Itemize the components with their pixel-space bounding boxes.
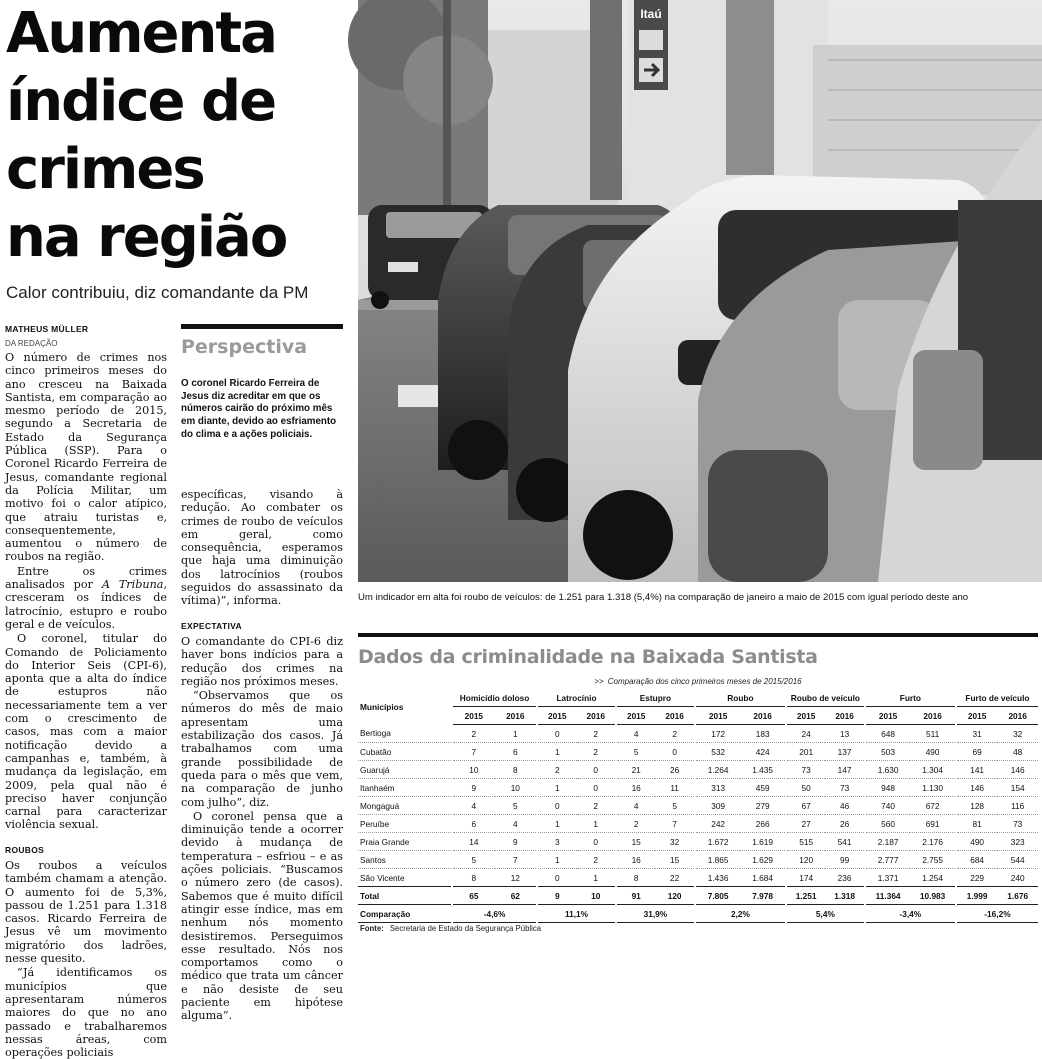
table-cell: 648	[866, 725, 911, 743]
table-cell: 201	[787, 743, 825, 761]
table-cell: 5	[617, 743, 655, 761]
table-cell: 0	[577, 833, 615, 851]
table-cell: 2.187	[866, 833, 911, 851]
table-cell: 279	[740, 797, 785, 815]
table-cell: 154	[997, 779, 1038, 797]
table-cell: 6	[495, 743, 536, 761]
table-cell: 4	[495, 815, 536, 833]
table-cell: 1.435	[740, 761, 785, 779]
table-cell: 0	[577, 761, 615, 779]
article-column-1	[5, 351, 168, 1059]
subtitle-symbol: >>	[594, 677, 604, 686]
table-cell: 459	[740, 779, 785, 797]
year-header: 2016	[740, 707, 785, 725]
paragraph: O coronel pensa que a diminuição tende a ocorrer devido à mudança de temperatura – esfriou – e as ações policiais. “Buscamos o número zero (de casos). Sabemos que é muito difícil atingir esse índice, mas em nenhum nós momento desistiremos. Perseguimos esse resultado. Nós nos comportamos como o médico que trata um câncer e não desiste de seu paciente em hipótese alguma”.	[181, 809, 343, 1023]
year-header: 2016	[825, 707, 863, 725]
table-cell: 242	[696, 815, 741, 833]
comparison-cell: -4,6%	[453, 905, 536, 923]
municipios-header: Municípios	[360, 702, 404, 713]
table-cell: 2	[577, 797, 615, 815]
table-cell: 1.371	[866, 869, 911, 887]
municipality-name: Guarujá	[358, 761, 451, 779]
table-row	[358, 779, 1038, 797]
table-cell: 11.364	[866, 887, 911, 905]
table-cell: 0	[538, 725, 576, 743]
table-cell: 1.629	[740, 851, 785, 869]
table-cell: 22	[655, 869, 693, 887]
photo-caption: Um indicador em alta foi roubo de veículos: de 1.251 para 1.318 (5,4%) na comparação de janeiro a maio de 2015 com igual período deste ano	[358, 592, 969, 603]
table-cell: 99	[825, 851, 863, 869]
table-cell: 1.254	[910, 869, 955, 887]
table-cell: 16	[617, 779, 655, 797]
table-cell: 120	[787, 851, 825, 869]
table-cell: 0	[655, 743, 693, 761]
table-cell: 0	[538, 869, 576, 887]
table-cell: 146	[957, 779, 997, 797]
table-cell: 62	[495, 887, 536, 905]
table-cell: 2.755	[910, 851, 955, 869]
comparison-cell: 31,9%	[617, 905, 694, 923]
table-cell: 490	[957, 833, 997, 851]
table-cell: 81	[957, 815, 997, 833]
table-cell: 1	[495, 725, 536, 743]
table-cell: 10	[495, 779, 536, 797]
table-cell: 1.684	[740, 869, 785, 887]
table-cell: 15	[617, 833, 655, 851]
table-cell: 65	[453, 887, 494, 905]
table-cell: 8	[495, 761, 536, 779]
municipality-name: Total	[358, 887, 451, 905]
municipality-name: Praia Grande	[358, 833, 451, 851]
table-cell: 2	[577, 851, 615, 869]
table-cell: 7.805	[696, 887, 741, 905]
department-label: DA REDAÇÃO	[5, 339, 58, 348]
table-cell: 5	[453, 851, 494, 869]
table-cell: 2	[453, 725, 494, 743]
table-source	[360, 924, 541, 933]
paragraph: O número de crimes nos cinco primeiros meses do ano cresceu na Baixada Santista, em comparação ao mesmo período de 2015, segundo a Secretaria de Estado da Segurança Pública (SSP). Para o Coronel Ricardo Ferreira de Jesus, comandante regional da Polícia Militar, um motivo foi o calor atípico, que atraiu turistas e, consequentemente, aumentou o número de roubos na região.	[5, 351, 167, 564]
table-cell: 1.999	[957, 887, 997, 905]
table-cell: 120	[655, 887, 693, 905]
newspaper-name: A Tribuna	[101, 578, 164, 592]
table-cell: 73	[997, 815, 1038, 833]
source-text: Secretaria de Estado da Segurança Pública	[389, 924, 542, 933]
table-cell: 2	[538, 761, 576, 779]
year-header: 2015	[787, 707, 825, 725]
year-header: 2015	[538, 707, 576, 725]
table-cell: 691	[910, 815, 955, 833]
table-cell: 73	[787, 761, 825, 779]
municipality-name: Cubatão	[358, 743, 451, 761]
table-cell: 7	[495, 851, 536, 869]
table-cell: 0	[538, 797, 576, 815]
table-cell: 1.672	[696, 833, 741, 851]
table-cell: 541	[825, 833, 863, 851]
table-cell: 141	[957, 761, 997, 779]
table-row	[358, 869, 1038, 887]
table-cell: 1.676	[997, 887, 1038, 905]
table-cell: 46	[825, 797, 863, 815]
year-header: 2015	[453, 707, 494, 725]
table-cell: 7	[453, 743, 494, 761]
group-header: Roubo	[696, 690, 785, 707]
table-cell: 2	[617, 815, 655, 833]
table-cell: 91	[617, 887, 655, 905]
perspectiva-title: Perspectiva	[181, 336, 308, 358]
table-cell: 3	[538, 833, 576, 851]
table-cell: 532	[696, 743, 741, 761]
table-cell: 309	[696, 797, 741, 815]
table-cell: 10	[453, 761, 494, 779]
table-row	[358, 815, 1038, 833]
table-cell: 1	[538, 815, 576, 833]
group-header: Roubo de veículo	[787, 690, 864, 707]
table-cell: 2	[655, 725, 693, 743]
table-cell: 544	[997, 851, 1038, 869]
table-cell: 4	[453, 797, 494, 815]
street-photo	[358, 0, 1042, 582]
year-header: 2016	[495, 707, 536, 725]
table-cell: 424	[740, 743, 785, 761]
table-cell: 240	[997, 869, 1038, 887]
table-cell: 0	[577, 779, 615, 797]
table-cell: 14	[453, 833, 494, 851]
headline	[6, 0, 356, 272]
table-cell: 116	[997, 797, 1038, 815]
table-cell: 515	[787, 833, 825, 851]
paragraph	[5, 565, 167, 631]
table-cell: 672	[910, 797, 955, 815]
section-subtitle-roubos: ROUBOS	[5, 844, 45, 855]
table-cell: 1.865	[696, 851, 741, 869]
table-cell: 684	[957, 851, 997, 869]
comparison-row	[358, 905, 1038, 923]
table-cell: 27	[787, 815, 825, 833]
article-column-2	[181, 488, 343, 1023]
paragraph: O coronel, titular do Comando de Policiamento do Interior Seis (CPI-6), aponta que a alta do índice de estupros não necessariamente tem a ver com o crescimento de casos, mas com a maior notificação devido a campanhas e, também, à mudança da legislação, em 2009, pela qual não é preciso haver conjunção carnal para caracterizar violência sexual.	[5, 632, 167, 832]
table-cell: 1	[538, 851, 576, 869]
table-cell: 266	[740, 815, 785, 833]
table-cell: 2.777	[866, 851, 911, 869]
municipality-name: Santos	[358, 851, 451, 869]
municipality-name: Mongaguá	[358, 797, 451, 815]
table-cell: 128	[957, 797, 997, 815]
table-cell: 6	[453, 815, 494, 833]
table-cell: 31	[957, 725, 997, 743]
section-subtitle-expectativa: EXPECTATIVA	[181, 620, 242, 631]
table-cell: 147	[825, 761, 863, 779]
total-row	[358, 887, 1038, 905]
table-cell: 8	[617, 869, 655, 887]
table-cell: 9	[453, 779, 494, 797]
table-row	[358, 761, 1038, 779]
table-cell: 32	[655, 833, 693, 851]
table-cell: 4	[617, 797, 655, 815]
table-cell: 172	[696, 725, 741, 743]
table-cell: 2	[577, 725, 615, 743]
table-cell: 69	[957, 743, 997, 761]
table-cell: 1	[577, 815, 615, 833]
comparison-cell: -3,4%	[866, 905, 955, 923]
table-cell: 2.176	[910, 833, 955, 851]
group-header: Estupro	[617, 690, 694, 707]
table-cell: 16	[617, 851, 655, 869]
year-header: 2016	[997, 707, 1038, 725]
table-cell: 48	[997, 743, 1038, 761]
paragraph: “Já identificamos os municípios que apresentaram números maiores do que no ano passado e trabalharemos nessas áreas, com operações policiais	[5, 966, 167, 1059]
perspectiva-text: O coronel Ricardo Ferreira de Jesus diz acreditar em que os números cairão do próximo mês em diante, devido ao esfriamento do clima e a ações policiais.	[181, 378, 337, 440]
group-header: Furto	[866, 690, 955, 707]
table-cell: 8	[453, 869, 494, 887]
source-label: Fonte:	[360, 924, 384, 933]
comparison-cell: 2,2%	[696, 905, 785, 923]
table-cell: 10.983	[910, 887, 955, 905]
table-cell: 1.318	[825, 887, 863, 905]
table-cell: 26	[825, 815, 863, 833]
table-cell: 1	[577, 869, 615, 887]
table-cell: 740	[866, 797, 911, 815]
table-row	[358, 851, 1038, 869]
table-cell: 1.436	[696, 869, 741, 887]
table-cell: 32	[997, 725, 1038, 743]
table-cell: 4	[617, 725, 655, 743]
table-row	[358, 725, 1038, 743]
table-rule	[358, 633, 1038, 637]
table-cell: 7.978	[740, 887, 785, 905]
bank-sign-text: Itaú	[640, 7, 662, 21]
year-header: 2015	[617, 707, 655, 725]
year-header: 2015	[957, 707, 997, 725]
paragraph: Os roubos a veículos também chamam a atenção. O aumento foi de 5,3%, passou de 1.251 para 1.318 casos. Ricardo Ferreira de Jesus vê um movimento migratório dos ladrões, nesse quesito.	[5, 858, 167, 966]
year-header: 2015	[866, 707, 911, 725]
comparison-cell: 11,1%	[538, 905, 615, 923]
table-cell: 1.251	[787, 887, 825, 905]
table-cell: 174	[787, 869, 825, 887]
table-cell: 11	[655, 779, 693, 797]
table-cell: 490	[910, 743, 955, 761]
paragraph: O comandante do CPI-6 diz haver bons indícios para a redução dos crimes na região nos próximos meses.	[181, 634, 343, 688]
table-cell: 50	[787, 779, 825, 797]
table-row	[358, 743, 1038, 761]
municipality-name: Itanhaém	[358, 779, 451, 797]
municipality-name: Bertioga	[358, 725, 451, 743]
table-cell: 503	[866, 743, 911, 761]
group-header: Homicídio doloso	[453, 690, 536, 707]
headline-line: na região	[6, 205, 287, 270]
table-cell: 511	[910, 725, 955, 743]
table-cell: 146	[997, 761, 1038, 779]
table-cell: 26	[655, 761, 693, 779]
table-cell: 24	[787, 725, 825, 743]
table-cell: 21	[617, 761, 655, 779]
table-cell: 1	[538, 743, 576, 761]
table-row	[358, 797, 1038, 815]
table-cell: 13	[825, 725, 863, 743]
table-cell: 323	[997, 833, 1038, 851]
table-cell: 7	[655, 815, 693, 833]
headline-line: Aumenta	[6, 1, 276, 66]
table-cell: 229	[957, 869, 997, 887]
table-cell: 9	[538, 887, 576, 905]
table-cell: 313	[696, 779, 741, 797]
table-cell: 1	[538, 779, 576, 797]
table-cell: 5	[655, 797, 693, 815]
table-cell: 137	[825, 743, 863, 761]
comparison-cell: -16,2%	[957, 905, 1038, 923]
table-row	[358, 833, 1038, 851]
table-cell: 1.130	[910, 779, 955, 797]
paragraph-text: Entre os crimes analisados por	[5, 564, 167, 592]
table-cell: 15	[655, 851, 693, 869]
table-subtitle	[358, 677, 1038, 688]
paragraph: “Observamos que os números do mês de maio apresentam uma estabilização dos casos. Já trabalhamos com uma grande possibilidade de queda para o mês que vem, na comparação de junho com julho”, diz.	[181, 689, 343, 809]
perspectiva-rule	[181, 324, 343, 329]
table-cell: 183	[740, 725, 785, 743]
byline: MATHEUS MÜLLER	[5, 324, 89, 334]
table-cell: 12	[495, 869, 536, 887]
table-cell: 2	[577, 743, 615, 761]
table-cell: 1.619	[740, 833, 785, 851]
subheadline: Calor contribuiu, diz comandante da PM	[6, 283, 309, 302]
table-cell: 560	[866, 815, 911, 833]
crime-data-table	[358, 690, 1038, 923]
table-cell: 1.630	[866, 761, 911, 779]
headline-line: crimes	[6, 137, 204, 202]
year-header: 2015	[696, 707, 741, 725]
year-header: 2016	[577, 707, 615, 725]
table-cell: 67	[787, 797, 825, 815]
paragraph-text: , cresceram os índices de latrocínio, estupro e roubo geral e de veículos.	[5, 578, 168, 631]
year-header: 2016	[655, 707, 693, 725]
municipality-name: São Vicente	[358, 869, 451, 887]
table-cell: 236	[825, 869, 863, 887]
table-cell: 73	[825, 779, 863, 797]
group-header: Latrocínio	[538, 690, 615, 707]
comparison-label: Comparação	[358, 905, 451, 923]
year-header: 2016	[910, 707, 955, 725]
table-title: Dados da criminalidade na Baixada Santista	[358, 646, 818, 668]
paragraph: específicas, visando à redução. Ao combater os crimes de roubo de veículos em geral, como consequência, esperamos que haja uma diminuição dos latrocínios (roubos seguidos do assassinato da vítima)”, informa.	[181, 488, 343, 608]
table-cell: 948	[866, 779, 911, 797]
comparison-cell: 5,4%	[787, 905, 864, 923]
headline-line: índice de	[6, 69, 276, 134]
table-cell: 10	[577, 887, 615, 905]
table-cell: 1.264	[696, 761, 741, 779]
municipality-name: Peruíbe	[358, 815, 451, 833]
subtitle-text: Comparação dos cinco primeiros meses de 2015/2016	[607, 677, 802, 686]
group-header: Furto de veículo	[957, 690, 1038, 707]
table-cell: 1.304	[910, 761, 955, 779]
table-cell: 5	[495, 797, 536, 815]
table-cell: 9	[495, 833, 536, 851]
